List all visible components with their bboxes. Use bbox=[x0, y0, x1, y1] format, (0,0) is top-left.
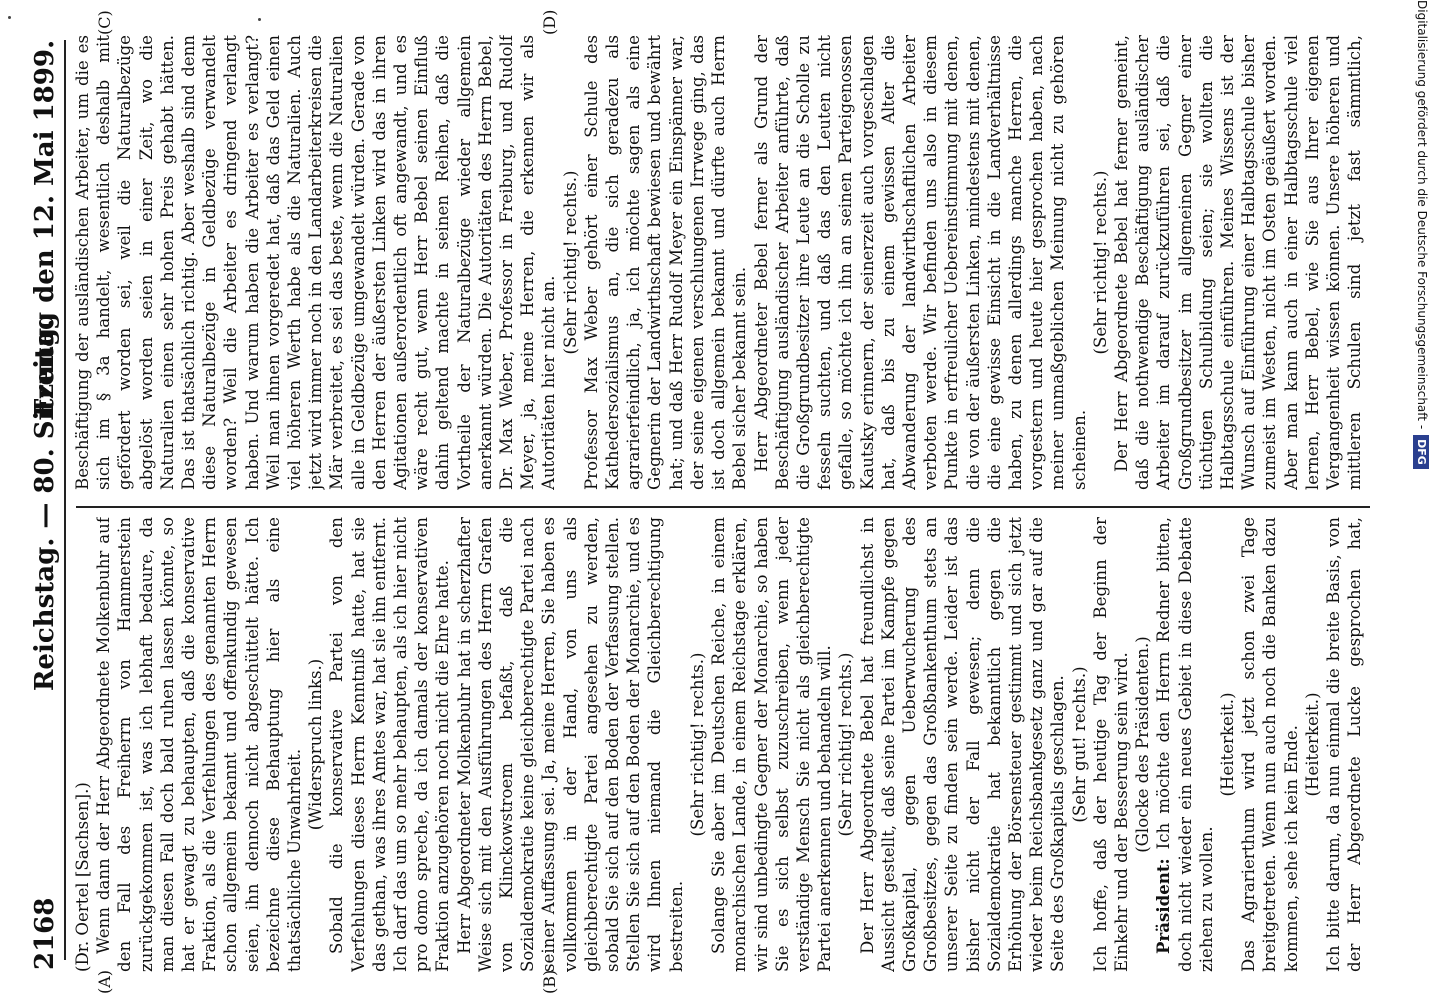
paragraph: Herr Abgeordneter Molkenbuhr hat in scherzhafter Weise sich mit den Ausführungen des Herrn Grafen von Klinckowstroem befaßt, daß die Sozialdemokratie keine gleichberechtigte Partei nach seiner Auffassung sei. Ja, meine Herren, Sie haben es vollkommen in der Hand, von uns als gleichberechtigte Partei angesehen zu werden, sobald Sie sich auf den Boden der Verfassung stellen. Stellen Sie sich auf den Boden der Monarchie, und es wird Ihnen niemand die Gleichberechtigung bestreiten. bbox=[454, 517, 686, 972]
interjection: (Widerspruch links.) bbox=[306, 658, 326, 831]
interjection: (Sehr gut! rechts.) bbox=[1069, 666, 1089, 823]
digitization-sidebar bbox=[1410, 0, 1434, 1000]
paragraph: Präsident: Ich möchte den Herrn Redner bitten, doch nicht wieder ein neues Gebiet in diese Debatte ziehen zu wollen. bbox=[1153, 517, 1216, 972]
text-column-left bbox=[72, 517, 1365, 972]
paragraph: Ich hoffe, daß der heutige Tag der Beginn der Einkehr und der Besserung sein wird. bbox=[1090, 517, 1131, 972]
paragraph: Der Herr Abgeordnete Bebel hat freundlichst in Aussicht gestellt, daß seine Partei im Kampfe gegen Großkapital, gegen Ueberwucherung des Großbesitzes, gegen das Großbankenthum stets an unserer Seite zu finden sein werde. Leider ist das bisher nicht der Fall gewesen; denn die Sozialdemokratie hat bekanntlich gegen die Erhöhung der Börsensteuer gestimmt und sich jetzt wieder beim Reichsbankgesetz ganz und gar auf die Seite des Großkapitals geschlagen. bbox=[857, 517, 1068, 972]
paragraph: (Dr. Oertel [Sachsen].) bbox=[73, 782, 92, 972]
interjection: (Sehr richtig! rechts.) bbox=[1090, 170, 1110, 355]
session-title: Reichstag. — 80. Sitzung. bbox=[30, 318, 60, 692]
header-rule bbox=[64, 40, 66, 960]
interjection: (Heiterkeit.) bbox=[1302, 692, 1322, 797]
paragraph: Solange Sie aber im Deutschen Reiche, in einem monarchischen Lande, in einem Reichstage erklären, wir sind unbedingte Gegner der Monarchie, so haben Sie es sich selbst zuzuschreiben, wenn jeder verständige Mensch Sie nicht als gleichberechtigte Partei anerkennen und behandeln will. bbox=[709, 517, 835, 972]
paragraph: Professor Max Weber gehört einer Schule des Kathedersozialismus an, die sich geradezu als agrarierfeindlich, ja, ich möchte sagen als eine Gegnerin der Landwirthschaft bewiesen und bewährt hat; und daß Herr Rudolf Meyer ein Einspänner war, der seine eigenen verschlungenen Irrwege ging, das ist doch allgemein bekannt und dürfte auch Herrn Bebel sicher bekannt sein. bbox=[581, 35, 750, 490]
interjection: (Heiterkeit.) bbox=[1217, 692, 1237, 797]
interjection: (Sehr richtig! rechts.) bbox=[560, 170, 580, 355]
text-column-right bbox=[72, 35, 1365, 490]
digitization-note: Digitalisierung gefördert durch die Deutsche Forschungsgemeinschaft - bbox=[1415, 0, 1429, 430]
interjection: (Sehr richtig! rechts.) bbox=[687, 652, 707, 837]
paragraph: Ich bitte darum, da nun einmal die breite Basis, von der Herr Abgeordnete Lucke gesprochen hat, bbox=[1323, 517, 1365, 972]
page-number: 2168 bbox=[30, 897, 60, 970]
margin-mark-b: (B) bbox=[540, 969, 559, 994]
interjection: (Sehr richtig! rechts.) bbox=[836, 652, 856, 837]
paragraph: Das Agrarierthum wird jetzt schon zwei Tage breitgetreten. Wenn nun auch noch die Banken dazu kommen, sehe ich kein Ende. bbox=[1239, 517, 1301, 972]
margin-mark-d: (D) bbox=[540, 9, 559, 35]
paragraph: Sobald die konservative Partei von den Verfehlungen dieses Herrn Kenntniß hatte, hat sie das gethan, was ihres Amtes war, hat sie ihn entfernt. Ich darf das um so mehr behaupten, als ich hier nicht pro domo spreche, da ich damals der konservativen Fraktion anzugehören noch nicht die Ehre hatte. bbox=[327, 517, 453, 972]
paragraph: Der Herr Abgeordnete Bebel hat ferner gemeint, daß die nothwendige Beschäftigung ausländischer Arbeiter im darauf zurückzuführen sei, daß die Großgrundbesitzer im allgemeinen Gegner einer tüchtigen Schulbildung seien; sie wollten die Halbtagsschule einführen. Meines Wissens ist der Wunsch auf Einführung einer Halbtagsschule bisher zumeist im Westen, nicht im Osten geäußert worden. Aber man kann auch in einer Halbtagsschule viel lernen, Herr Bebel, wie Sie aus Ihrer eigenen Vergangenheit wissen können. Unsere höheren und mittleren Schulen sind jetzt fast sämmtlich, bbox=[1111, 35, 1365, 490]
interjection: (Glocke des Präsidenten.) bbox=[1133, 636, 1153, 853]
margin-mark-a: (A) bbox=[95, 969, 114, 994]
paragraph: Herr Abgeordneter Bebel ferner als Grund der Beschäftigung ausländischer Arbeiter anführte, daß die Großgrundbesitzer ihre Leute an die Scholle zu fesseln suchten, und daß das den Leuten nicht gefalle, so möchte ich ihn an seinen Parteigenossen Kautsky erinnern, der seinerzeit auch vorgeschlagen hat, daß bis zu einem gewissen Alter die Abwanderung der landwirthschaftlichen Arbeiter verboten werde. Wir befinden uns also in diesem Punkte in erfreulicher Uebereinstimmung mit denen, die von der äußersten Linken, mindestens mit denen, die eine gewisse Einsicht in die Landverhältnisse haben, zu denen allerdings manche Herren, die vorgestern und heute hier gesprochen haben, nach meiner unmaßgeblichen Meinung nicht zu gehören scheinen. bbox=[751, 35, 1089, 490]
margin-mark-c: (C) bbox=[95, 10, 114, 35]
column-divider bbox=[76, 506, 1370, 508]
paragraph: Wenn dann der Herr Abgeordnete Molkenbuhr auf den Fall des Freiherrn von Hammerstein zurückgekommen ist, was ich lebhaft bedaure, da man diesen Fall doch bald ruhen lassen könnte, so hat er gewagt zu behaupten, daß die konservative Fraktion, als die Verfehlungen des genannten Herrn schon allgemein bekannt und offenkundig gewesen seien, ihn dennoch nicht abgeschüttelt hätte. Ich bezeichne diese Behauptung hier als eine thatsächliche Unwahrheit. bbox=[94, 517, 305, 972]
page-header bbox=[22, 40, 70, 970]
paragraph: Beschäftigung der ausländischen Arbeiter, um die es sich im § 3a handelt, wesentlich deshalb mit gefördert worden sei, weil die Naturalbezüge abgelöst worden seien in einer Zeit, wo die Naturalien einen sehr hohen Preis gehabt hätten. Das ist thatsächlich richtig. Aber weshalb sind denn diese Naturalbezüge in Geldbezüge verwandelt worden? Weil die Arbeiter es dringend verlangt haben. Und warum haben die Arbeiter es verlangt? Weil man ihnen vorgeredet hat, daß das Geld einen viel höheren Werth habe als die Naturalien. Auch jetzt wird immer noch in den Landarbeiterkreisen die Mär verbreitet, es sei das beste, wenn die Naturalien alle in Geldbezüge umgewandelt würden. Gerade von den Herren der äußersten Linken wird das in ihren Agitationen außerordentlich oft angewandt, und es wäre recht gut, wenn Herr Bebel seinen Einfluß dahin geltend machte in seinen Reihen, daß die Vortheile der Naturalbezüge wieder allgemein anerkannt würden. Die Autoritäten des Herrn Bebel, Dr. Max Weber, Professor in Freiburg, und Rudolf Meyer, ja, meine Herren, die erkennen wir als Autoritäten hier nicht an. bbox=[73, 35, 559, 490]
dfg-logo: DFG bbox=[1413, 435, 1429, 469]
session-date: Freitag den 12. Mai 1899. bbox=[30, 40, 60, 418]
